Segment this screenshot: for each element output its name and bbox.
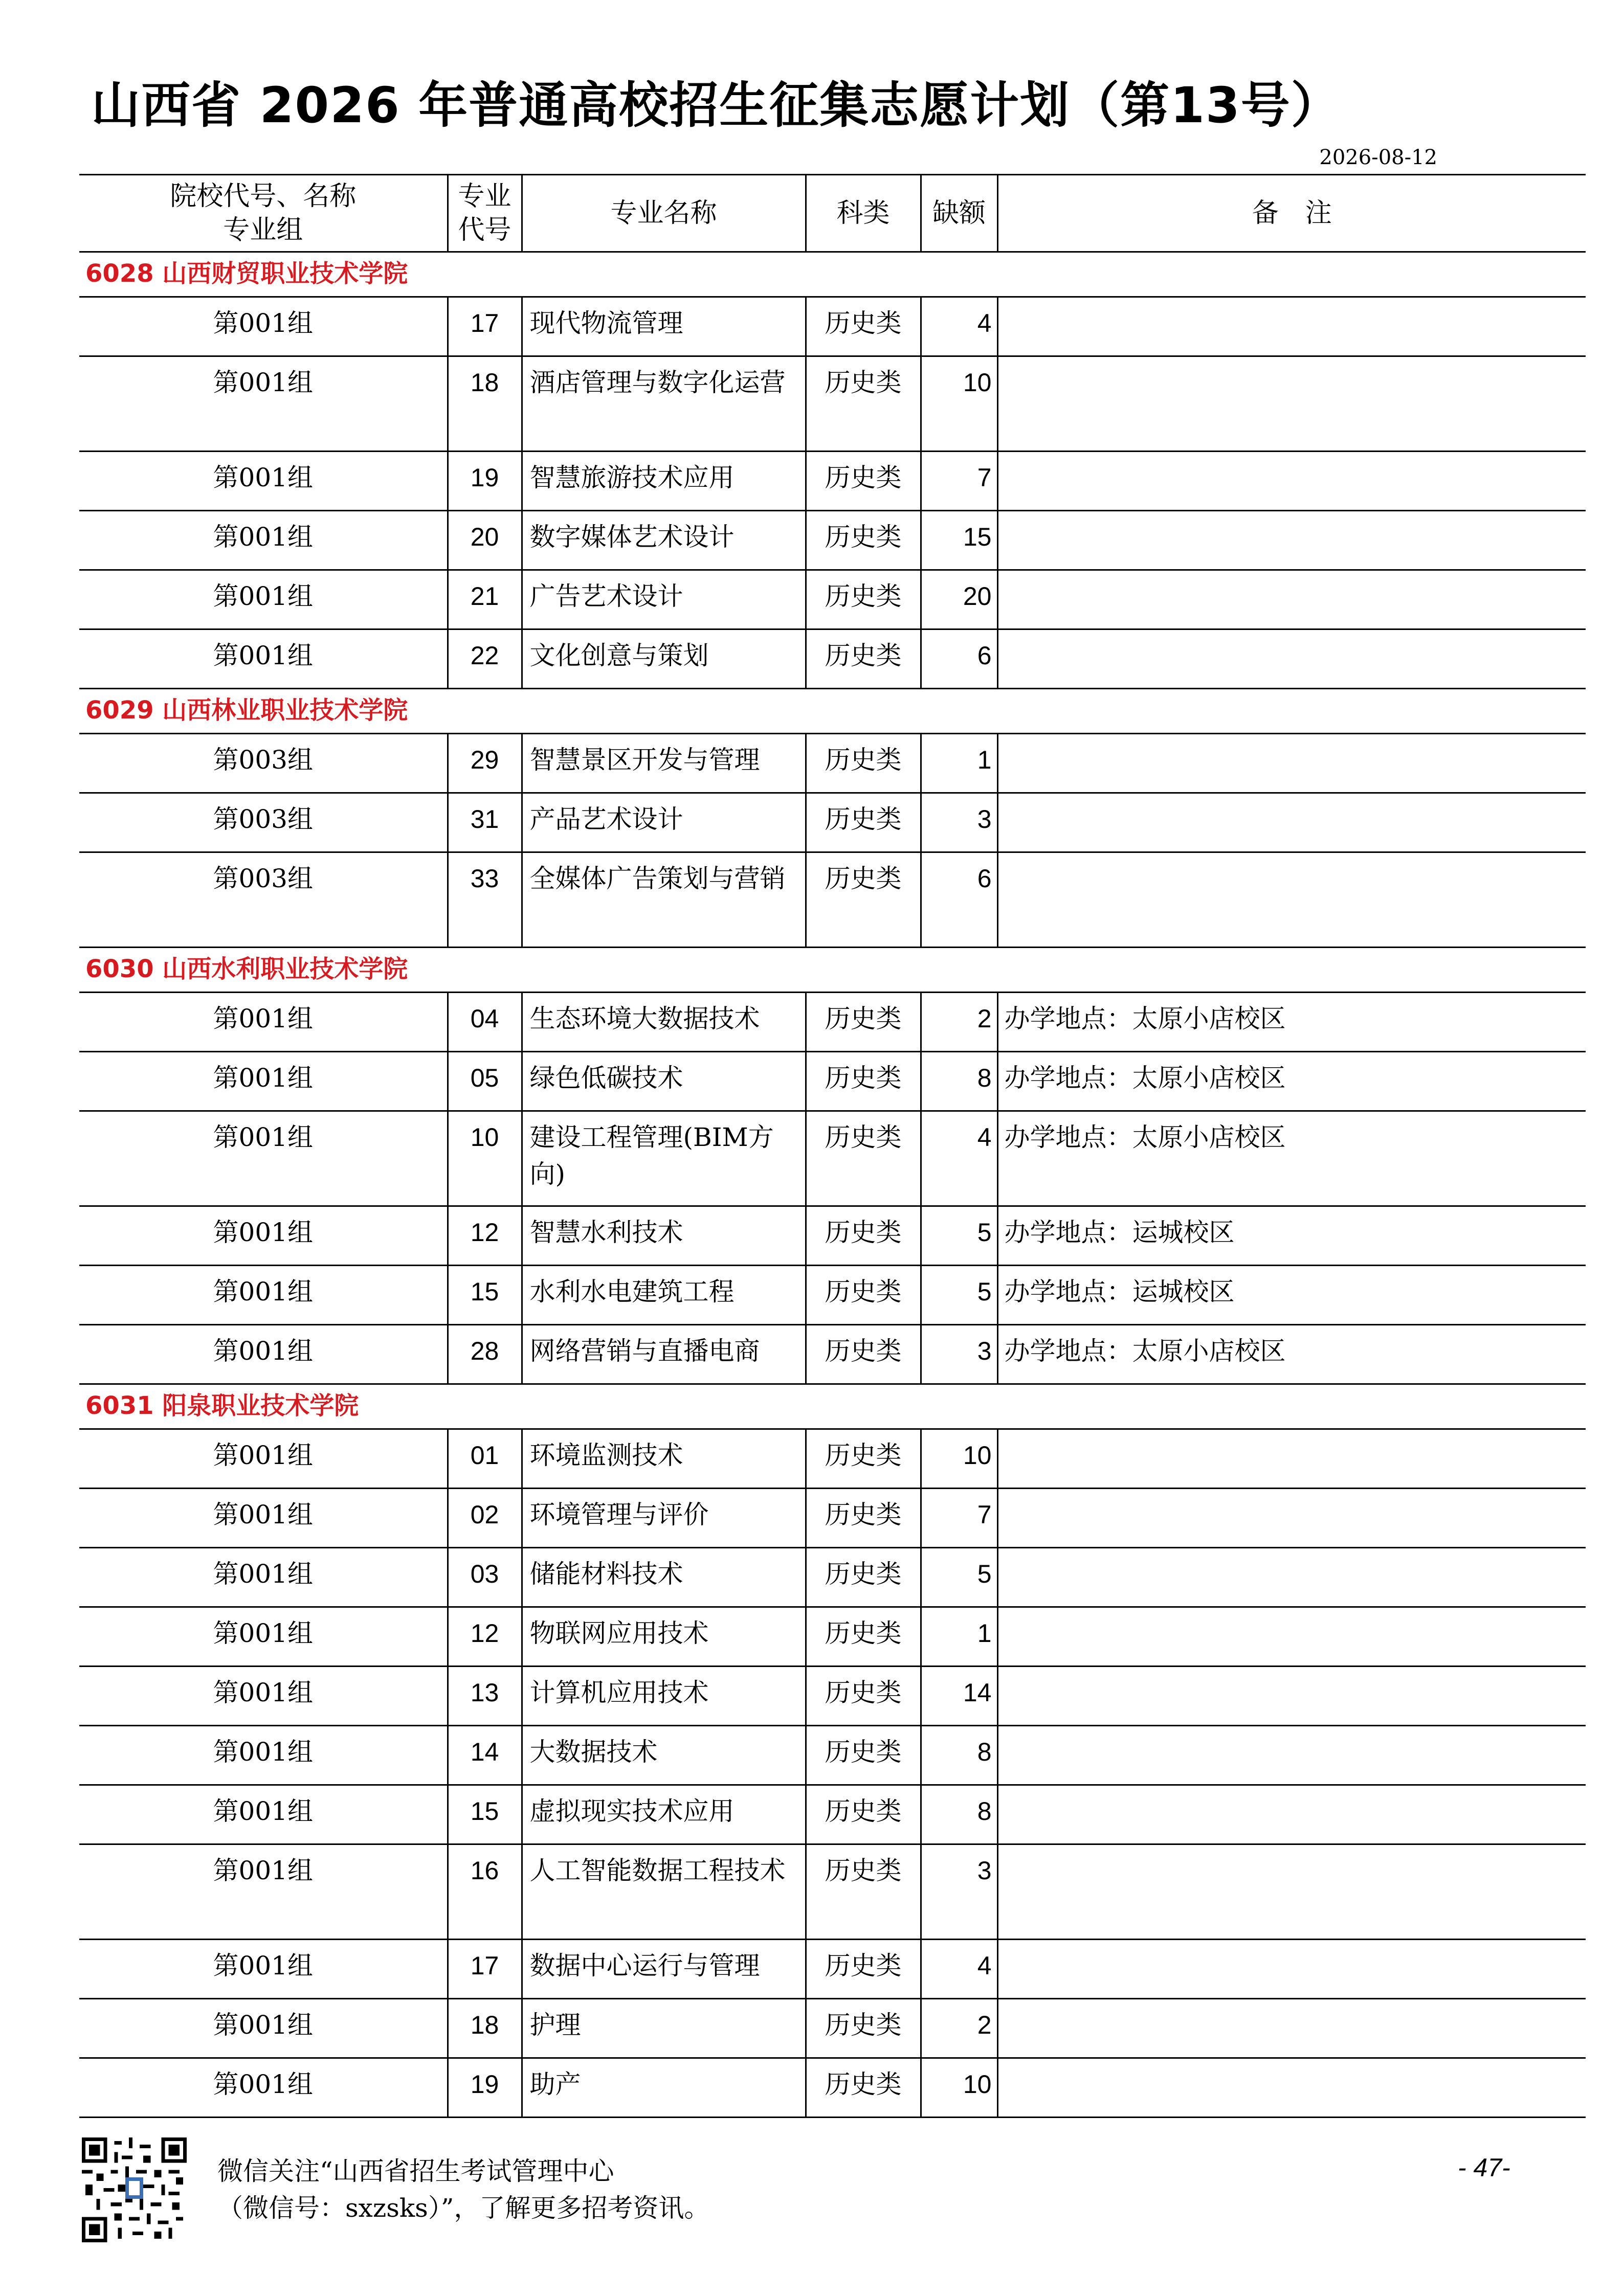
category-cell: 历史类 (806, 1111, 921, 1206)
remark-cell: 办学地点：太原小店校区 (997, 1052, 1586, 1111)
major-code-cell: 04 (448, 993, 522, 1052)
institution-header: 6029 山西林业职业技术学院 (79, 689, 1586, 734)
table-row (79, 1607, 1586, 1667)
category-cell: 历史类 (806, 1429, 921, 1489)
category-cell: 历史类 (806, 1548, 921, 1607)
footer-line-2: （微信号：sxzsks）”，了解更多招考资讯。 (217, 2193, 710, 2223)
institution-header-row (79, 948, 1586, 993)
table-row (79, 2058, 1586, 2118)
category-cell: 历史类 (806, 297, 921, 356)
major-code-cell: 15 (448, 1785, 522, 1844)
group-cell: 第001组 (79, 570, 448, 629)
table-row (79, 1206, 1586, 1266)
quota-cell: 14 (921, 1667, 997, 1726)
remark-cell (997, 1667, 1586, 1726)
remark-cell: 办学地点：运城校区 (997, 1206, 1586, 1266)
major-name-cell: 储能材料技术 (522, 1548, 806, 1607)
major-code-cell: 12 (448, 1607, 522, 1667)
category-cell: 历史类 (806, 1052, 921, 1111)
quota-cell: 4 (921, 1940, 997, 1999)
group-cell: 第001组 (79, 297, 448, 356)
institution-header-row (79, 252, 1586, 297)
group-cell: 第001组 (79, 1999, 448, 2058)
quota-cell: 20 (921, 570, 997, 629)
remark-cell (997, 297, 1586, 356)
major-code-cell: 12 (448, 1206, 522, 1266)
quota-cell: 8 (921, 1052, 997, 1111)
table-row (79, 1429, 1586, 1489)
major-name-cell: 文化创意与策划 (522, 629, 806, 689)
group-cell: 第001组 (79, 452, 448, 511)
table-row (79, 852, 1586, 948)
col-header-code: 专业 代号 (448, 175, 522, 252)
remark-cell (997, 1548, 1586, 1607)
major-code-cell: 14 (448, 1726, 522, 1785)
category-cell: 历史类 (806, 1206, 921, 1266)
table-row (79, 511, 1586, 570)
group-cell: 第001组 (79, 1325, 448, 1384)
remark-cell (997, 1726, 1586, 1785)
major-name-cell: 环境监测技术 (522, 1429, 806, 1489)
quota-cell: 4 (921, 1111, 997, 1206)
major-code-cell: 21 (448, 570, 522, 629)
col-header-remark: 备 注 (997, 175, 1586, 252)
major-name-cell: 助产 (522, 2058, 806, 2118)
major-code-cell: 13 (448, 1667, 522, 1726)
major-name-cell: 建设工程管理(BIM方向) (522, 1111, 806, 1206)
group-cell: 第001组 (79, 1940, 448, 1999)
group-cell: 第001组 (79, 629, 448, 689)
table-row (79, 1111, 1586, 1206)
category-cell: 历史类 (806, 1999, 921, 2058)
table-row (79, 1844, 1586, 1940)
category-cell: 历史类 (806, 993, 921, 1052)
major-code-cell: 20 (448, 511, 522, 570)
quota-cell: 2 (921, 993, 997, 1052)
category-cell: 历史类 (806, 1940, 921, 1999)
table-row (79, 1726, 1586, 1785)
category-cell: 历史类 (806, 852, 921, 948)
major-code-cell: 18 (448, 356, 522, 452)
table-row (79, 1489, 1586, 1548)
major-code-cell: 10 (448, 1111, 522, 1206)
group-cell: 第001组 (79, 1844, 448, 1940)
institution-header: 6031 阳泉职业技术学院 (79, 1384, 1586, 1429)
major-name-cell: 环境管理与评价 (522, 1489, 806, 1548)
group-cell: 第001组 (79, 993, 448, 1052)
col-header-quota: 缺额 (921, 175, 997, 252)
table-row (79, 297, 1586, 356)
group-cell: 第001组 (79, 511, 448, 570)
remark-cell (997, 734, 1586, 793)
group-cell: 第001组 (79, 1052, 448, 1111)
major-name-cell: 计算机应用技术 (522, 1667, 806, 1726)
category-cell: 历史类 (806, 1325, 921, 1384)
plan-body (79, 252, 1586, 2118)
major-code-cell: 02 (448, 1489, 522, 1548)
table-row (79, 793, 1586, 852)
plan-table (79, 174, 1586, 2118)
major-name-cell: 大数据技术 (522, 1726, 806, 1785)
table-row (79, 1940, 1586, 1999)
table-row (79, 629, 1586, 689)
table-row (79, 1266, 1586, 1325)
remark-cell (997, 1429, 1586, 1489)
major-name-cell: 绿色低碳技术 (522, 1052, 806, 1111)
quota-cell: 5 (921, 1206, 997, 1266)
major-name-cell: 人工智能数据工程技术 (522, 1844, 806, 1940)
category-cell: 历史类 (806, 452, 921, 511)
group-cell: 第001组 (79, 1429, 448, 1489)
major-code-cell: 31 (448, 793, 522, 852)
remark-cell (997, 629, 1586, 689)
group-cell: 第001组 (79, 1489, 448, 1548)
quota-cell: 6 (921, 629, 997, 689)
quota-cell: 5 (921, 1548, 997, 1607)
major-code-cell: 16 (448, 1844, 522, 1940)
major-name-cell: 现代物流管理 (522, 297, 806, 356)
remark-cell (997, 1999, 1586, 2058)
page-number: - 47- (1458, 2153, 1510, 2182)
table-row (79, 356, 1586, 452)
remark-cell (997, 2058, 1586, 2118)
publish-date: 2026-08-12 (1319, 146, 1437, 169)
group-cell: 第001组 (79, 1266, 448, 1325)
table-row (79, 1325, 1586, 1384)
major-name-cell: 产品艺术设计 (522, 793, 806, 852)
group-cell: 第003组 (79, 734, 448, 793)
table-header-row (79, 175, 1586, 252)
quota-cell: 4 (921, 297, 997, 356)
quota-cell: 3 (921, 1844, 997, 1940)
group-cell: 第001组 (79, 356, 448, 452)
major-name-cell: 数据中心运行与管理 (522, 1940, 806, 1999)
major-name-cell: 网络营销与直播电商 (522, 1325, 806, 1384)
category-cell: 历史类 (806, 356, 921, 452)
remark-cell (997, 1940, 1586, 1999)
group-cell: 第001组 (79, 1548, 448, 1607)
category-cell: 历史类 (806, 1844, 921, 1940)
major-code-cell: 17 (448, 1940, 522, 1999)
remark-cell (997, 1844, 1586, 1940)
col-header-group: 院校代号、名称 专业组 (79, 175, 448, 252)
footer-wechat-note (217, 2153, 709, 2226)
table-row (79, 570, 1586, 629)
major-name-cell: 全媒体广告策划与营销 (522, 852, 806, 948)
major-code-cell: 03 (448, 1548, 522, 1607)
group-cell: 第001组 (79, 2058, 448, 2118)
major-code-cell: 28 (448, 1325, 522, 1384)
category-cell: 历史类 (806, 1266, 921, 1325)
group-cell: 第001组 (79, 1667, 448, 1726)
major-code-cell: 15 (448, 1266, 522, 1325)
category-cell: 历史类 (806, 1726, 921, 1785)
major-name-cell: 智慧水利技术 (522, 1206, 806, 1266)
quota-cell: 1 (921, 1607, 997, 1667)
table-row (79, 993, 1586, 1052)
major-name-cell: 智慧旅游技术应用 (522, 452, 806, 511)
category-cell: 历史类 (806, 1489, 921, 1548)
major-name-cell: 虚拟现实技术应用 (522, 1785, 806, 1844)
remark-cell (997, 511, 1586, 570)
table-row (79, 734, 1586, 793)
table-row (79, 1667, 1586, 1726)
table-row (79, 1785, 1586, 1844)
major-code-cell: 22 (448, 629, 522, 689)
remark-cell (997, 1785, 1586, 1844)
qr-code-icon (82, 2137, 187, 2242)
quota-cell: 3 (921, 793, 997, 852)
group-cell: 第001组 (79, 1607, 448, 1667)
major-name-cell: 护理 (522, 1999, 806, 2058)
major-code-cell: 19 (448, 452, 522, 511)
quota-cell: 7 (921, 1489, 997, 1548)
table-row (79, 1052, 1586, 1111)
remark-cell (997, 793, 1586, 852)
quota-cell: 10 (921, 356, 997, 452)
remark-cell: 办学地点：太原小店校区 (997, 993, 1586, 1052)
category-cell: 历史类 (806, 1785, 921, 1844)
quota-cell: 10 (921, 1429, 997, 1489)
quota-cell: 3 (921, 1325, 997, 1384)
major-name-cell: 广告艺术设计 (522, 570, 806, 629)
institution-header: 6030 山西水利职业技术学院 (79, 948, 1586, 993)
footer-line-1: 微信关注“山西省招生考试管理中心 (217, 2156, 614, 2186)
major-name-cell: 数字媒体艺术设计 (522, 511, 806, 570)
major-code-cell: 05 (448, 1052, 522, 1111)
category-cell: 历史类 (806, 734, 921, 793)
major-name-cell: 生态环境大数据技术 (522, 993, 806, 1052)
remark-cell: 办学地点：太原小店校区 (997, 1111, 1586, 1206)
category-cell: 历史类 (806, 570, 921, 629)
quota-cell: 8 (921, 1726, 997, 1785)
remark-cell (997, 356, 1586, 452)
remark-cell (997, 570, 1586, 629)
remark-cell (997, 1607, 1586, 1667)
major-name-cell: 水利水电建筑工程 (522, 1266, 806, 1325)
quota-cell: 7 (921, 452, 997, 511)
col-header-name: 专业名称 (522, 175, 806, 252)
quota-cell: 1 (921, 734, 997, 793)
group-cell: 第001组 (79, 1726, 448, 1785)
major-code-cell: 19 (448, 2058, 522, 2118)
group-cell: 第001组 (79, 1206, 448, 1266)
group-cell: 第001组 (79, 1111, 448, 1206)
remark-cell (997, 452, 1586, 511)
major-code-cell: 17 (448, 297, 522, 356)
col-header-category: 科类 (806, 175, 921, 252)
table-row (79, 1548, 1586, 1607)
quota-cell: 6 (921, 852, 997, 948)
category-cell: 历史类 (806, 629, 921, 689)
group-cell: 第001组 (79, 1785, 448, 1844)
major-code-cell: 01 (448, 1429, 522, 1489)
table-row (79, 1999, 1586, 2058)
category-cell: 历史类 (806, 793, 921, 852)
quota-cell: 8 (921, 1785, 997, 1844)
major-name-cell: 智慧景区开发与管理 (522, 734, 806, 793)
category-cell: 历史类 (806, 1667, 921, 1726)
quota-cell: 2 (921, 1999, 997, 2058)
institution-header: 6028 山西财贸职业技术学院 (79, 252, 1586, 297)
category-cell: 历史类 (806, 511, 921, 570)
major-code-cell: 29 (448, 734, 522, 793)
group-cell: 第003组 (79, 852, 448, 948)
table-row (79, 452, 1586, 511)
page-title: 山西省 2026 年普通高校招生征集志愿计划（第13号） (91, 77, 1341, 134)
major-code-cell: 18 (448, 1999, 522, 2058)
major-name-cell: 酒店管理与数字化运营 (522, 356, 806, 452)
category-cell: 历史类 (806, 2058, 921, 2118)
quota-cell: 10 (921, 2058, 997, 2118)
major-name-cell: 物联网应用技术 (522, 1607, 806, 1667)
remark-cell (997, 852, 1586, 948)
category-cell: 历史类 (806, 1607, 921, 1667)
quota-cell: 15 (921, 511, 997, 570)
remark-cell (997, 1489, 1586, 1548)
remark-cell: 办学地点：太原小店校区 (997, 1325, 1586, 1384)
institution-header-row (79, 1384, 1586, 1429)
quota-cell: 5 (921, 1266, 997, 1325)
group-cell: 第003组 (79, 793, 448, 852)
major-code-cell: 33 (448, 852, 522, 948)
remark-cell: 办学地点：运城校区 (997, 1266, 1586, 1325)
institution-header-row (79, 689, 1586, 734)
